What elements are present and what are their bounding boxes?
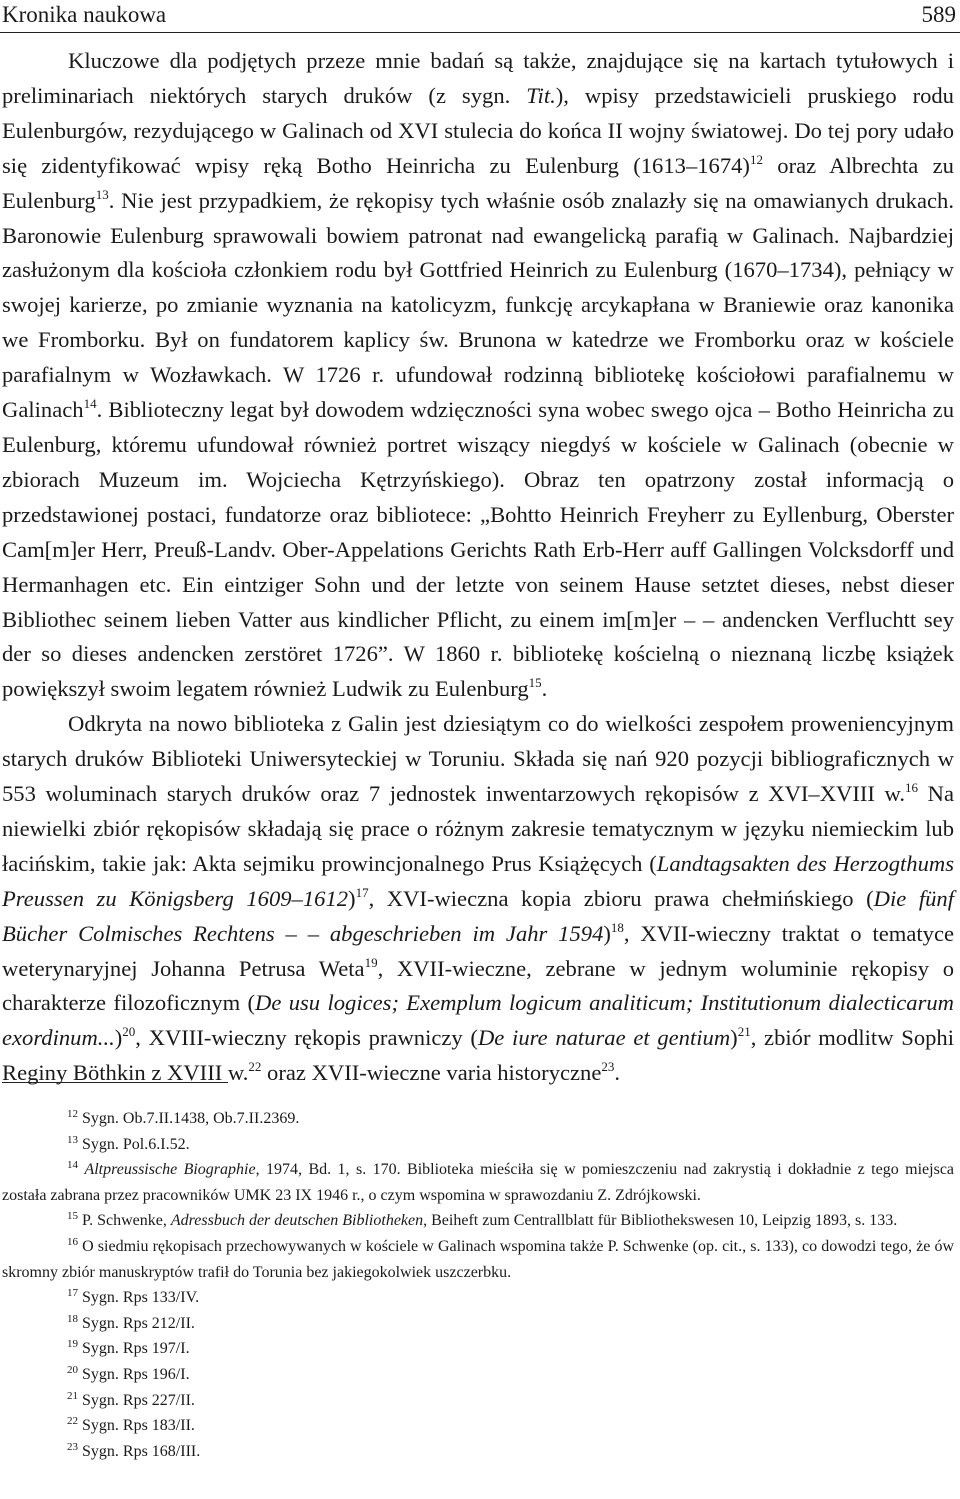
p2-text-d: , XVI-wieczna kopia zbioru prawa chełmińskiego ( <box>368 885 874 911</box>
section-title: Kronika naukowa <box>2 2 167 27</box>
footnote-number: 22 <box>67 1415 78 1428</box>
footnote-16 <box>2 1234 954 1285</box>
p1-italic-tit: Tit. <box>526 82 556 108</box>
p2-text-k: , zbiór modlitw Sophi Reginy Böthkin z XVIII w. <box>2 1025 954 1086</box>
p2-text-e: ) <box>603 920 611 946</box>
page-number: 589 <box>921 2 956 27</box>
footnote-ref-17: 17 <box>355 884 369 900</box>
footnote-number: 20 <box>67 1363 78 1376</box>
footnote-21 <box>2 1388 954 1414</box>
footnote-text: Sygn. Rps 133/IV. <box>82 1289 200 1307</box>
footnote-number: 18 <box>67 1312 78 1325</box>
p2-italic-colmisches: Die fünf Bücher Colmisches Rechtens – – abgeschrieben im Jahr 1594 <box>2 885 955 946</box>
footnote-number: 13 <box>67 1133 78 1146</box>
p1-text-d: . Nie jest przypadkiem, że rękopisy tych właśnie osób znalazły się na omawianych drukach. Baronowie Eulenburg sprawowali bowiem patronat nad ewangelicką parafią w Galinach. Najbardziej zasłużonym dla kościoła członkiem rodu był Gottfried Heinrich zu Eulenburg (1670–1734), pełniący w swojej karierze, po zmianie wyznania na katolicyzm, funkcję arcykapłana w Braniewie oraz kanonika we Fromborku. Był on fundatorem kaplicy św. Brunona w katedrze we Fromborku oraz w kościele parafialnym w Wozławkach. W 1726 r. ufundował rodzinną bibliotekę kościołowi parafialnemu w Galinach <box>2 187 954 423</box>
p2-text-j: ) <box>730 1025 738 1051</box>
footnote-text: , Beiheft zum Centrallblatt für Bibliothekswesen 10, Leipzig 1893, s. 133. <box>423 1212 898 1230</box>
footnote-ref-16: 16 <box>905 780 919 796</box>
paragraph-2 <box>2 707 954 1091</box>
footnote-12 <box>2 1106 954 1132</box>
footnote-ref-15: 15 <box>528 675 542 691</box>
footnote-number: 15 <box>67 1210 78 1223</box>
footnote-number: 23 <box>67 1440 78 1453</box>
footnote-separator <box>2 1082 228 1083</box>
footnote-ref-13: 13 <box>95 186 109 202</box>
p2-text-c: ) <box>348 885 356 911</box>
footnote-text: Sygn. Ob.7.II.1438, Ob.7.II.2369. <box>82 1110 300 1127</box>
footnote-text: Sygn. Rps 183/II. <box>82 1417 195 1435</box>
footnote-number: 16 <box>67 1235 78 1248</box>
p1-text-a: Kluczowe dla podjętych przeze mnie badań są także, znajdujące się na kartach tytułowych i preliminariach niektórych starych druków (z sygn. <box>2 48 954 108</box>
footnotes <box>2 1106 954 1464</box>
p2-text-g: , XVII-wieczne, zebrane w jednym woluminie rękopisy o charakterze filozoficznym ( <box>2 955 955 1016</box>
p2-text-m: . <box>614 1060 621 1086</box>
footnote-20 <box>2 1362 954 1388</box>
footnote-ref-21: 21 <box>737 1024 751 1040</box>
p2-italic-de-usu-logices: De usu logices; Exemplum logicum analiticum; Institutionum dialecticarum exordinum... <box>2 990 954 1051</box>
p2-text-f: , XVII-wieczny traktat o tematyce weterynaryjnej Johanna Petrusa Weta <box>2 920 955 981</box>
p2-text-l: oraz XVII-wieczne varia historyczne <box>261 1060 602 1086</box>
footnote-number: 12 <box>67 1108 78 1120</box>
p2-text-a: Odkryta na nowo biblioteka z Galin jest dziesiątym co do wielkości zespołem proweniencyjnym starych druków Biblioteki Uniwersyteckiej w Toruniu. Składa się nań 920 pozycji bibliograficznych w 553 woluminach starych druków oraz 7 jednostek inwentarzowych rękopisów z XVI–XVIII w. <box>2 711 954 807</box>
footnote-14 <box>2 1157 954 1208</box>
p1-text-c: oraz Albrechta zu Eulenburg <box>2 152 954 213</box>
footnote-13 <box>2 1132 954 1158</box>
footnote-ref-23: 23 <box>601 1059 615 1075</box>
footnote-ref-14: 14 <box>83 396 97 412</box>
footnote-text: Sygn. Rps 212/II. <box>82 1314 195 1332</box>
footnote-23 <box>2 1439 954 1465</box>
paragraph-1 <box>2 44 954 707</box>
footnote-text: Sygn. Rps 227/II. <box>82 1391 195 1409</box>
footnote-19 <box>2 1336 954 1362</box>
p2-italic-landtagsakten: Landtagsakten des Herzogthums Preussen zu Königsberg 1609–1612 <box>2 850 954 911</box>
footnote-text: , 1974, Bd. 1, s. 170. Biblioteka mieściła się w pomieszczeniu nad zakrystią i dokładnie z tego miejsca została zabrana przez pracowników UMK 23 IX 1946 r., o czym wspomina w sprawozdaniu Z. Zdrójkowski. <box>2 1161 955 1204</box>
footnote-ref-19: 19 <box>364 954 378 970</box>
footnote-ref-20: 20 <box>122 1024 136 1040</box>
footnote-15 <box>2 1208 954 1234</box>
p2-text-i: , XVIII-wieczny rękopis prawniczy ( <box>135 1025 478 1051</box>
footnote-ref-22: 22 <box>248 1059 262 1075</box>
footnote-18 <box>2 1311 954 1337</box>
p2-italic-de-iure: De iure naturae et gentium <box>477 1025 731 1051</box>
footnote-number: 21 <box>67 1389 78 1402</box>
body-text <box>2 44 954 1091</box>
footnote-italic-title: Adressbuch der deutschen Bibliotheken <box>170 1212 424 1230</box>
p1-text-e: . Biblioteczny legat był dowodem wdzięczności syna wobec swego ojca – Botho Heinricha zu Eulenburg, któremu ufundował również portret wiszący niegdyś w kościele w Galinach (obecnie w zbiorach Muzeum im. Wojciecha Kętrzyńskiego). Obraz ten opatrzony został informacją o przedstawionej postaci, fundatorze oraz bibliotece: „Bohtto Heinrich Freyherr zu Eyllenburg, Oberster Cam[m]er Herr, Preuß-Landv. Ober-Appelations Gerichts Rath Erb-Herr auff Gallingen Volcksdorff und Hermanhagen etc. Ein eintziger Sohn und der letzte von seinem Hause setztet dieses, nebst dieser Bibliothec seinem lieben Vatter aus kindlicher Pflicht, zu einem im[m]er – – andencken Verfluchtt sey der so dieses andencken zerstöret 1726”. W 1860 r. bibliotekę kościelną o nieznaną liczbę książek powiększył swoim legatem również Ludwik zu Eulenburg <box>2 397 954 702</box>
p1-text-f: . <box>541 676 548 702</box>
p1-text-b: ), wpisy przedstawicieli pruskiego rodu Eulenburgów, rezydującego w Galinach od XVI stulecia do końca II wojny światowej. Do tej pory udało się zidentyfikować wpisy ręką Botho Heinricha zu Eulenburg (1613–1674) <box>2 82 954 178</box>
running-header <box>0 0 960 33</box>
footnote-author: P. Schwenke, <box>82 1212 171 1230</box>
footnote-text: Sygn. Pol.6.I.52. <box>82 1135 190 1153</box>
footnote-italic-title: Altpreussische Biographie <box>84 1161 256 1179</box>
footnote-ref-18: 18 <box>610 919 624 935</box>
footnote-text: O siedmiu rękopisach przechowywanych w kościele w Galinach wspomina także P. Schwenke (op. cit., s. 133), co dowodzi tego, że ów skromny zbiór manuskryptów trafił do Torunia bez jakiegokolwiek uszczerbku. <box>2 1237 955 1281</box>
footnote-ref-12: 12 <box>749 151 763 167</box>
footnote-17 <box>2 1285 954 1311</box>
footnote-22 <box>2 1413 954 1439</box>
p2-text-b: Na niewielki zbiór rękopisów składają się prace o różnym zakresie tematycznym w języku niemieckim lub łacińskim, takie jak: Akta sejmiku prowincjonalnego Prus Książęcych ( <box>2 781 954 876</box>
p2-text-h: ) <box>114 1025 123 1051</box>
footnote-text: Sygn. Rps 168/III. <box>82 1442 201 1460</box>
footnote-number: 19 <box>67 1338 78 1351</box>
footnote-text: Sygn. Rps 197/I. <box>82 1340 190 1358</box>
footnote-number: 17 <box>67 1287 78 1300</box>
footnote-number: 14 <box>67 1159 78 1172</box>
footnote-text: Sygn. Rps 196/I. <box>82 1365 190 1383</box>
